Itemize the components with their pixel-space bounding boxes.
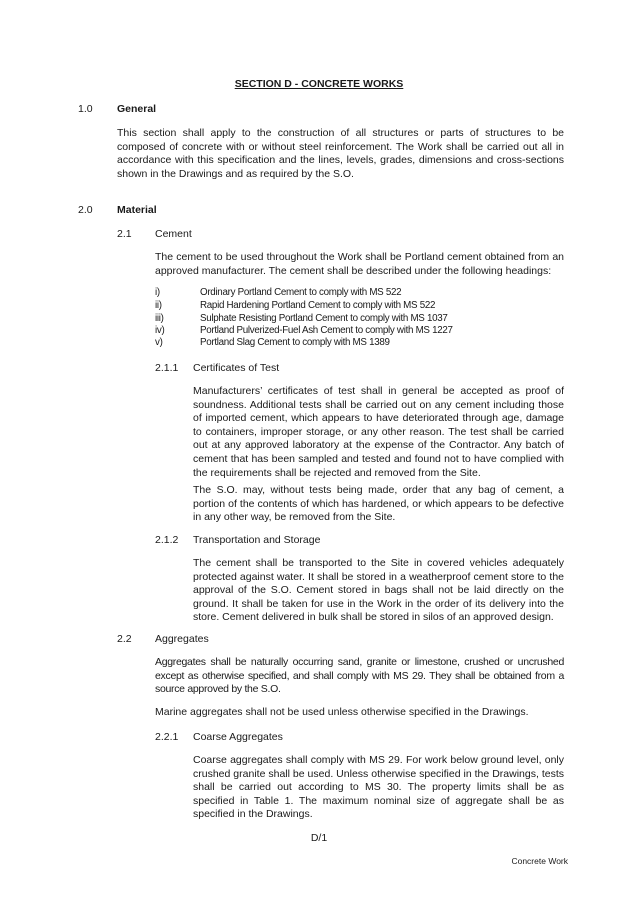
section-1-number: 1.0 [78,103,93,115]
section-2-1-2-paragraph: The cement shall be transported to the Site in covered vehicles adequately protected against water. It shall be stored in a weatherproof cement store to the approval of the S.O. Cement stored in bags shall not be laid directly on the ground. It shall be taken for use in the Work in the order of its delivery into the store. Cement delivered in bulk shall be stored in silos of an approved design. [193,557,564,624]
section-2-2-1-paragraph: Coarse aggregates shall comply with MS 29. For work below ground level, only crushed granite shall be used. Unless otherwise specified in the Drawings, tests shall be carried out according to MS 30. The property limits shall be as specified in Table 1. The maximum nominal size of aggregate shall be as specified in the Drawings. [193,754,564,821]
list-item-marker: i) [155,287,160,298]
section-2-2-paragraph-1: Aggregates shall be naturally occurring sand, granite or limestone, crushed or uncrushed except as otherwise specified, and shall comply with MS 29. They shall be obtained from a source approved by the S.O. [155,656,564,696]
section-2-1-1-paragraph-1: Manufacturers’ certificates of test shall in general be accepted as proof of soundness. Additional tests shall be carried out on any cement including those of imported cement, which appears to have deteriorated through age, damage to containers, improper storage, or any other reason. The test shall be carried out at any approved laboratory at the expense of the Contractor. Any batch of cement that has been sampled and tested and found not to have complied with the requirements shall be rejected and removed from the Site. [193,385,564,479]
list-item-text: Portland Slag Cement to comply with MS 1389 [200,337,390,348]
footer-label: Concrete Work [511,856,568,866]
list-item-marker: v) [155,337,163,348]
list-item-marker: iii) [155,313,164,324]
section-2-1-2-number: 2.1.2 [155,534,179,546]
section-1-heading: General [117,103,157,115]
section-2-1-1-number: 2.1.1 [155,362,179,374]
section-2-1-1-heading: Certificates of Test [193,362,280,374]
section-2-1-number: 2.1 [117,228,132,240]
section-2-number: 2.0 [78,204,93,216]
section-2-1-heading: Cement [155,228,192,240]
section-2-2-number: 2.2 [117,633,132,645]
list-item-text: Rapid Hardening Portland Cement to comply with MS 522 [200,300,436,311]
list-item-text: Portland Pulverized-Fuel Ash Cement to comply with MS 1227 [200,325,453,336]
list-item-marker: iv) [155,325,165,336]
section-2-1-paragraph: The cement to be used throughout the Work shall be Portland cement obtained from an approved manufacturer. The cement shall be described under the following headings: [155,251,564,277]
page-number: D/1 [310,832,328,844]
section-2-2-1-heading: Coarse Aggregates [193,731,283,743]
section-2-1-2-heading: Transportation and Storage [193,534,321,546]
list-item-text: Ordinary Portland Cement to comply with MS 522 [200,287,402,298]
section-1-paragraph: This section shall apply to the construction of all structures or parts of structures to be composed of concrete with or without steel reinforcement. The Work shall be carried out all in accordance with this specification and the lines, levels, grades, dimensions and cross-sections shown in the Drawings and as required by the S.O. [117,127,564,180]
section-2-2-paragraph-2: Marine aggregates shall not be used unless otherwise specified in the Drawings. [155,706,529,718]
section-2-heading: Material [117,204,157,216]
list-item-text: Sulphate Resisting Portland Cement to comply with MS 1037 [200,313,448,324]
section-2-1-1-paragraph-2: The S.O. may, without tests being made, order that any bag of cement, a portion of the contents of which has hardened, or which appears to be defective in any other way, be removed from the Site. [193,484,564,524]
section-2-2-1-number: 2.2.1 [155,731,179,743]
list-item-marker: ii) [155,300,162,311]
section-2-2-heading: Aggregates [155,633,209,645]
section-title: SECTION D - CONCRETE WORKS [234,78,404,90]
